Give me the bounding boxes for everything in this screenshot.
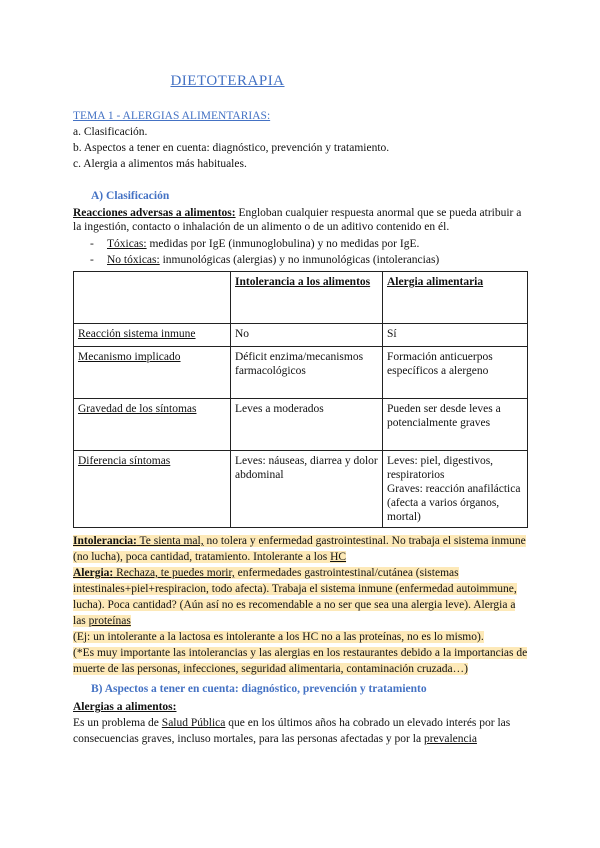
dash-marker: - (90, 254, 94, 266)
table-header-cell: Intolerancia a los alimentos (231, 272, 383, 324)
tema-heading: TEMA 1 - ALERGIAS ALIMENTARIAS: (73, 110, 271, 122)
reacciones-term: Reacciones adversas a alimentos: (73, 207, 236, 219)
table-cell: Sí (383, 324, 528, 347)
para-text: Es un problema de (73, 717, 162, 729)
prevalencia: prevalencia (423, 733, 477, 745)
tema-item: b. Aspectos a tener en cuenta: diagnóstico, prevención y tratamiento. (73, 142, 390, 154)
comparison-table (73, 271, 528, 528)
table-row (74, 451, 528, 528)
no-toxicas-text: inmunológicas (alergias) y no inmunológicas (intolerancias) (159, 254, 440, 266)
intolerancia-hc: HC (330, 551, 347, 563)
alergia-term: Alergia: (73, 567, 114, 579)
alergias-subheading: Alergias a alimentos: (73, 701, 177, 713)
table-row (74, 347, 528, 399)
intolerancia-term: Intolerancia: (73, 535, 137, 547)
intolerancia-underlined: Te sienta mal, (136, 535, 204, 547)
tema-item: c. Alergia a alimentos más habituales. (73, 158, 247, 170)
alergia-text: enfermedades gastrointestinal/cutánea (sistemas intestinales+piel+respiracion, todo afecta). Trabaja el sistema inmune (enfermedad autoimmune, lucha). Poca cantidad? (Aún así no es recomendable a no ser que sea una alergia leve). Alergia a las (73, 567, 517, 627)
row-label: Gravedad de los síntomas (74, 399, 231, 451)
ejemplo-note (73, 629, 528, 645)
table-header-row (74, 272, 528, 324)
intolerancia-text: no tolera y enfermedad gastrointestinal. No trabaja el sistema inmune (no lucha), poca cantidad, tratamiento. Intolerante a los (73, 535, 526, 563)
table-cell: Leves a moderados (231, 399, 383, 451)
section-b-body (73, 699, 528, 747)
alergia-underlined: Rechaza, te puedes morir, (113, 567, 235, 579)
toxicas-text: medidas por IgE (inmunoglobulina) y no medidas por IgE. (146, 238, 420, 250)
toxicas-term: Tóxicas: (107, 238, 147, 250)
document-title: DIETOTERAPIA (170, 73, 285, 89)
para-text: que en los últimos años ha cobrado un elevado interés por las consecuencias graves, incluso mortales, para las personas afectadas y por la (73, 717, 511, 745)
table-header-cell: Alergia alimentaria (383, 272, 528, 324)
table-row (74, 399, 528, 451)
table-cell: Pueden ser desde leves a potencialmente graves (383, 399, 528, 451)
alergia-note (73, 565, 528, 629)
row-label: Reacción sistema inmune (74, 324, 231, 347)
section-b-heading: B) Aspectos a tener en cuenta: diagnóstico, prevención y tratamiento (91, 683, 427, 695)
list-item (73, 253, 528, 267)
salud-publica: Salud Pública (161, 717, 226, 729)
section-a-bullets (73, 237, 528, 267)
ejemplo-text: (Ej: un intolerante a la lactosa es intolerante a los HC no a las proteínas, no es lo mismo). (73, 631, 484, 643)
alergia-proteinas: proteínas (88, 615, 131, 627)
row-label: Mecanismo implicado (74, 347, 231, 399)
tema-block (73, 109, 528, 171)
symptom-severe: Graves: reacción anafiláctica (afecta a varios órganos, mortal) (387, 483, 521, 523)
table-header-cell (74, 272, 231, 324)
list-item (73, 237, 528, 251)
importante-note (73, 645, 528, 677)
symptom-mild: Leves: piel, digestivos, respiratorios (387, 455, 494, 481)
table-cell: Leves: náuseas, diarrea y dolor abdominal (231, 451, 383, 528)
table-cell: No (231, 324, 383, 347)
table-cell: Formación anticuerpos específicos a alergeno (383, 347, 528, 399)
section-a-heading: A) Clasificación (91, 190, 170, 202)
intolerancia-note (73, 533, 528, 565)
tema-item: a. Clasificación. (73, 126, 148, 138)
section-b-paragraph (73, 715, 528, 747)
table-row (74, 324, 528, 347)
dash-marker: - (90, 238, 94, 250)
notes-block (73, 533, 528, 677)
no-toxicas-term: No tóxicas: (107, 254, 160, 266)
table-cell: Déficit enzima/mecanismos farmacológicos (231, 347, 383, 399)
row-label: Diferencia síntomas (74, 451, 231, 528)
importante-text: (*Es muy importante las intolerancias y las alergias en los restaurantes debido a la importancias de muerte de las personas, infecciones, seguridad alimentaria, contaminación cruzada…) (73, 647, 528, 675)
table-cell (383, 451, 528, 528)
section-a-lead (73, 206, 528, 234)
reacciones-text: Engloban cualquier respuesta anormal que se pueda atribuir a la ingestión, contacto o inhalación de un alimento o de un aditivo contenido en él. (73, 207, 522, 233)
